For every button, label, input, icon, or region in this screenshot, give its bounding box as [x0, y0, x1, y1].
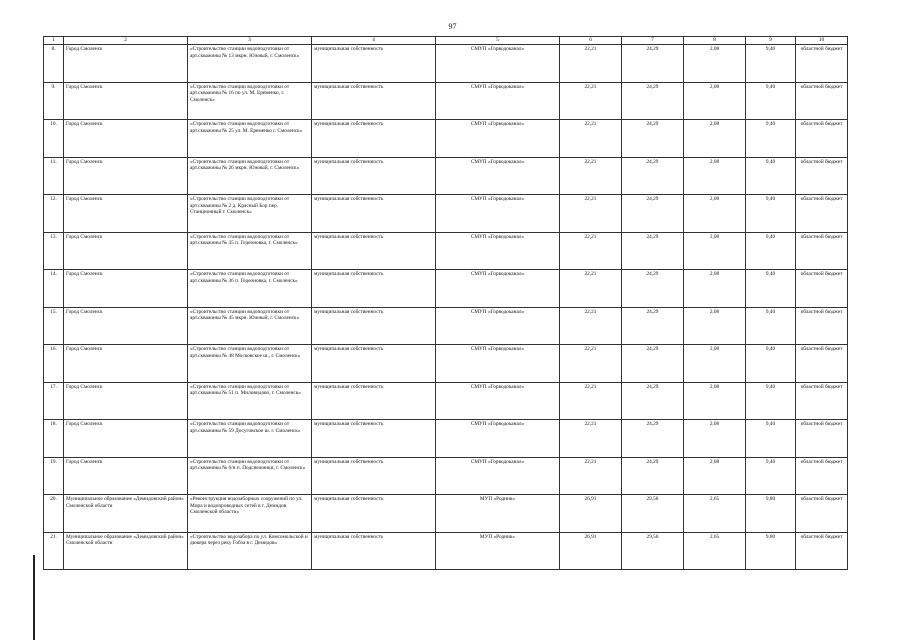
table-cell: 22,21 — [560, 120, 622, 158]
table-cell: областной бюджет — [796, 532, 848, 570]
header-cell: 8 — [684, 37, 746, 45]
table-cell: Город Смоленск — [64, 307, 188, 345]
table-cell: муниципальная собственность — [312, 270, 436, 308]
table-cell: 15. — [44, 307, 64, 345]
table-cell: «Строительство водозабора по ул. Комсомольской и дюкера через реку Гобза в г. Демидов» — [188, 532, 312, 570]
table-cell: 9,40 — [746, 457, 796, 495]
table-row — [44, 82, 848, 120]
data-table — [43, 36, 848, 570]
table-cell: Город Смоленск — [64, 232, 188, 270]
table-cell: 10. — [44, 120, 64, 158]
table-cell: областной бюджет — [796, 195, 848, 233]
table-cell: 2,08 — [684, 382, 746, 420]
table-cell: 22,21 — [560, 345, 622, 383]
table-cell: 22,21 — [560, 420, 622, 458]
table-cell: СМУП «Горводоканал» — [436, 157, 560, 195]
table-cell: СМУП «Горводоканал» — [436, 232, 560, 270]
table-cell: 22,21 — [560, 382, 622, 420]
table-cell: «Строительство станции водоподготовки от арт.скважины № 36 п. Гедеоновка, г. Смоленск» — [188, 270, 312, 308]
table-cell: 24,29 — [622, 307, 684, 345]
table-cell: 9,40 — [746, 307, 796, 345]
header-cell: 7 — [622, 37, 684, 45]
table-cell: муниципальная собственность — [312, 157, 436, 195]
table-cell: 22,21 — [560, 45, 622, 83]
table-cell: СМУП «Горводоканал» — [436, 382, 560, 420]
table-cell: 2,65 — [684, 495, 746, 533]
table-cell: Город Смоленск — [64, 45, 188, 83]
table-cell: 2,08 — [684, 45, 746, 83]
table-cell: 9,40 — [746, 345, 796, 383]
table-cell: областной бюджет — [796, 382, 848, 420]
table-cell: 24,29 — [622, 345, 684, 383]
table-cell: Город Смоленск — [64, 345, 188, 383]
table-cell: 17. — [44, 382, 64, 420]
table-cell: «Строительство станции водоподготовки от арт.скважины № 13 мкрн. Южный, г. Смоленск» — [188, 45, 312, 83]
table-cell: Город Смоленск — [64, 457, 188, 495]
table-cell: 21. — [44, 532, 64, 570]
table-cell: Город Смоленск — [64, 157, 188, 195]
table-cell: 29,56 — [622, 532, 684, 570]
table-row — [44, 232, 848, 270]
page-number: 97 — [448, 22, 457, 31]
table-cell: 24,29 — [622, 270, 684, 308]
table-cell: СМУП «Горводоканал» — [436, 307, 560, 345]
table-cell: СМУП «Горводоканал» — [436, 120, 560, 158]
table-cell: 2,08 — [684, 195, 746, 233]
table-row — [44, 195, 848, 233]
table-cell: 24,29 — [622, 120, 684, 158]
table-cell: 24,29 — [622, 45, 684, 83]
table-cell: «Строительство станции водоподготовки от арт.скважины № 26 мкрн. Южный, г. Смоленск» — [188, 157, 312, 195]
table-cell: 2,08 — [684, 82, 746, 120]
table-cell: 9,80 — [746, 495, 796, 533]
table-row — [44, 120, 848, 158]
table-cell: 2,08 — [684, 345, 746, 383]
table-cell: 9,40 — [746, 45, 796, 83]
table-cell: 9,40 — [746, 420, 796, 458]
table-cell: областной бюджет — [796, 120, 848, 158]
margin-line — [33, 555, 35, 640]
table-cell: 9,40 — [746, 82, 796, 120]
table-row — [44, 157, 848, 195]
table-cell: 22,21 — [560, 195, 622, 233]
table-cell: СМУП «Горводоканал» — [436, 420, 560, 458]
table-cell: 9,40 — [746, 232, 796, 270]
header-cell: 9 — [746, 37, 796, 45]
table-cell: 26,91 — [560, 532, 622, 570]
table-cell: 26,91 — [560, 495, 622, 533]
table-cell: 24,29 — [622, 232, 684, 270]
table-cell: 20. — [44, 495, 64, 533]
table-row — [44, 45, 848, 83]
table-cell: Город Смоленск — [64, 382, 188, 420]
table-cell: областной бюджет — [796, 495, 848, 533]
table-cell: 24,29 — [622, 195, 684, 233]
table-cell: СМУП «Горводоканал» — [436, 457, 560, 495]
table-cell: областной бюджет — [796, 232, 848, 270]
header-cell: 6 — [560, 37, 622, 45]
table-cell: муниципальная собственность — [312, 495, 436, 533]
table-cell: 9,40 — [746, 195, 796, 233]
table-body — [44, 45, 848, 570]
table-cell: 18. — [44, 420, 64, 458]
table-cell: муниципальная собственность — [312, 232, 436, 270]
table-cell: 2,08 — [684, 420, 746, 458]
table-cell: 16. — [44, 345, 64, 383]
table-cell: 8. — [44, 45, 64, 83]
table-cell: 22,21 — [560, 157, 622, 195]
table-cell: муниципальная собственность — [312, 532, 436, 570]
table-cell: Город Смоленск — [64, 420, 188, 458]
table-cell: 22,21 — [560, 270, 622, 308]
header-cell: 10 — [796, 37, 848, 45]
table-cell: «Строительство станции водоподготовки от арт.скважины № 2 д. Красный Бор пер. Станционный г. Смоленск» — [188, 195, 312, 233]
table-cell: 9. — [44, 82, 64, 120]
table-cell: 2,08 — [684, 157, 746, 195]
table-cell: Муниципальное образование «Демидовский район» Смоленской области — [64, 495, 188, 533]
table-cell: МУП «Родник» — [436, 532, 560, 570]
table-cell: «Строительство станции водоподготовки от арт.скважины № 48 Московское ш., г. Смоленск» — [188, 345, 312, 383]
table-cell: 22,21 — [560, 82, 622, 120]
table-cell: муниципальная собственность — [312, 420, 436, 458]
table-cell: муниципальная собственность — [312, 45, 436, 83]
table-cell: 29,56 — [622, 495, 684, 533]
table-cell: «Строительство станции водоподготовки от арт.скважины № 25 ул. М. Еременко г. Смоленск» — [188, 120, 312, 158]
table-cell: 9,40 — [746, 157, 796, 195]
header-cell: 4 — [312, 37, 436, 45]
table-cell: 19. — [44, 457, 64, 495]
table-cell: «Строительство станции водоподготовки от арт.скважины № 35 п. Гедеоновка, г. Смоленск» — [188, 232, 312, 270]
table-cell: областной бюджет — [796, 270, 848, 308]
table-row — [44, 345, 848, 383]
table-cell: 24,29 — [622, 382, 684, 420]
table-cell: 13. — [44, 232, 64, 270]
table-cell: 14. — [44, 270, 64, 308]
table-cell: 24,29 — [622, 457, 684, 495]
table-cell: муниципальная собственность — [312, 307, 436, 345]
table-row — [44, 457, 848, 495]
table-cell: «Строительство станции водоподготовки от арт.скважины № 45 мкрн. Южный, г. Смоленск» — [188, 307, 312, 345]
table-cell: 9,40 — [746, 120, 796, 158]
table-cell: областной бюджет — [796, 82, 848, 120]
table-cell: «Строительство станции водоподготовки от арт.скважины № 16 по ул. М. Еременко, г. Смоленск» — [188, 82, 312, 120]
table-cell: областной бюджет — [796, 307, 848, 345]
table-row — [44, 420, 848, 458]
table-cell: Город Смоленск — [64, 82, 188, 120]
table-cell: СМУП «Горводоканал» — [436, 45, 560, 83]
table-cell: 24,29 — [622, 82, 684, 120]
table-cell: 22,21 — [560, 307, 622, 345]
table-cell: 24,29 — [622, 420, 684, 458]
table-cell: «Реконструкция водозаборных сооружений по ул. Мира и водопроводных сетей в г. Демидов Смоленской области» — [188, 495, 312, 533]
table-cell: муниципальная собственность — [312, 345, 436, 383]
table-cell: 2,08 — [684, 120, 746, 158]
table-cell: 12. — [44, 195, 64, 233]
table-cell: 11. — [44, 157, 64, 195]
table-cell: 22,21 — [560, 232, 622, 270]
header-cell: 5 — [436, 37, 560, 45]
table-cell: Муниципальное образование «Демидовский район» Смоленской области — [64, 532, 188, 570]
header-cell: 2 — [64, 37, 188, 45]
table-cell: «Строительство станции водоподготовки от арт.скважины № 59 Досуговское ш. г. Смоленск» — [188, 420, 312, 458]
header-cell: 3 — [188, 37, 312, 45]
table-row — [44, 532, 848, 570]
table-cell: «Строительство станции водоподготовки от арт.скважины № 51 п. Миловидово, г. Смоленск» — [188, 382, 312, 420]
table-cell: СМУП «Горводоканал» — [436, 270, 560, 308]
table-cell: муниципальная собственность — [312, 195, 436, 233]
table-cell: Город Смоленск — [64, 195, 188, 233]
table-cell: 2,08 — [684, 232, 746, 270]
table-row — [44, 495, 848, 533]
table-row — [44, 307, 848, 345]
table-cell: областной бюджет — [796, 157, 848, 195]
table-cell: муниципальная собственность — [312, 120, 436, 158]
table-cell: муниципальная собственность — [312, 457, 436, 495]
table-row — [44, 382, 848, 420]
table-cell: 24,29 — [622, 157, 684, 195]
table-cell: 9,80 — [746, 532, 796, 570]
table-cell: СМУП «Горводоканал» — [436, 195, 560, 233]
table-cell: 22,21 — [560, 457, 622, 495]
table-cell: 2,65 — [684, 532, 746, 570]
table-cell: муниципальная собственность — [312, 82, 436, 120]
table-cell: областной бюджет — [796, 45, 848, 83]
table-cell: Город Смоленск — [64, 270, 188, 308]
table-cell: областной бюджет — [796, 420, 848, 458]
table-cell: 2,08 — [684, 457, 746, 495]
table-cell: МУП «Родник» — [436, 495, 560, 533]
table-cell: СМУП «Горводоканал» — [436, 82, 560, 120]
table-cell: 9,40 — [746, 270, 796, 308]
table-cell: муниципальная собственность — [312, 382, 436, 420]
table-cell: 9,40 — [746, 382, 796, 420]
table-cell: Город Смоленск — [64, 120, 188, 158]
table-cell: СМУП «Горводоканал» — [436, 345, 560, 383]
header-row — [44, 37, 848, 45]
table-cell: 2,08 — [684, 307, 746, 345]
table-cell: областной бюджет — [796, 457, 848, 495]
table-row — [44, 270, 848, 308]
table-cell: областной бюджет — [796, 345, 848, 383]
table-cell: 2,08 — [684, 270, 746, 308]
table-cell: «Строительство станции водоподготовки от арт.скважины № 6/н п. Подснежники, г. Смоленск» — [188, 457, 312, 495]
header-cell: 1 — [44, 37, 64, 45]
